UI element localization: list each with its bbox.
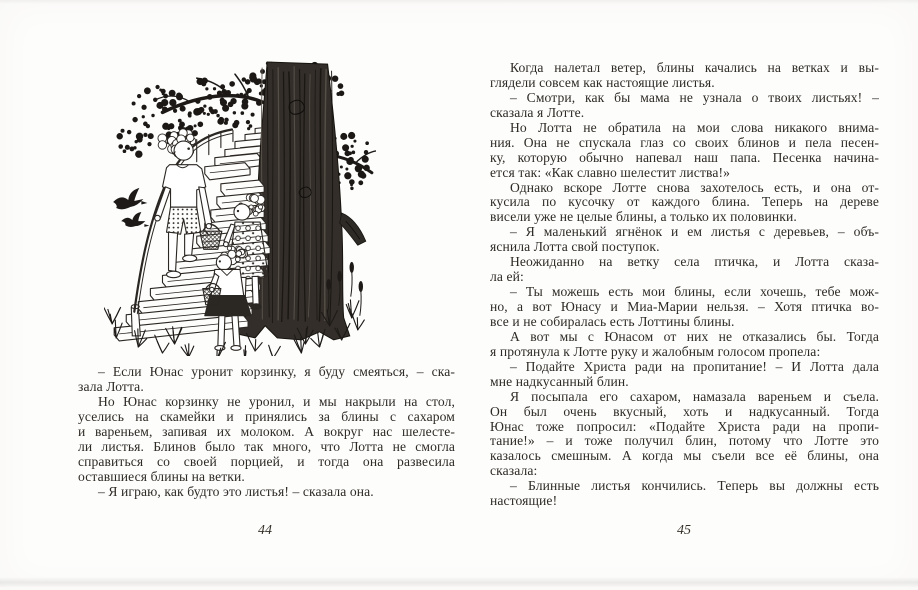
page-bottom-shadow xyxy=(0,577,918,587)
text-line: Когда налетал ветер, блины качались на ветках и вы- xyxy=(510,60,879,75)
text-line: зала Лотта. xyxy=(78,378,144,394)
text-line: ла ей: xyxy=(490,269,524,285)
text-line: глядели совсем как настоящие листья. xyxy=(490,74,715,90)
text-line: ку, которую обычно напевал наш папа. Песенка начина- xyxy=(490,149,879,165)
text-line: – Я маленький ягнёнок и ем листья с деревьев, – объ- xyxy=(510,224,879,240)
illustration-children-climbing-tree-staircase xyxy=(104,54,376,356)
text-line: Но Лотта не обратила на мои слова никакого внима- xyxy=(510,119,879,135)
text-line: все и не собиралась есть Лоттины блины. xyxy=(490,313,735,329)
text-line: – Смотри, как бы мама не узнала о твоих листьях! – xyxy=(510,89,879,105)
text-line: – Подайте Христа ради на пропитание! – И Лотта дала xyxy=(510,358,879,374)
two-birds xyxy=(113,188,149,227)
text-line: ется так: «Как славно шелестит листва!» xyxy=(490,164,730,180)
right-page-number: 45 xyxy=(677,523,691,538)
left-page-number: 44 xyxy=(258,523,272,538)
text-line: Он был очень вкусный, хоть и надкусанный. Тогда xyxy=(490,403,879,419)
text-line: я протянула к Лотте руку и жалобным голосом пропела: xyxy=(490,343,821,359)
text-line: но, а вот Юнасу и Миа-Марии нельзя. – Хотя птичка во- xyxy=(490,299,879,314)
text-line: кусила по кусочку от каждого блина. Теперь на дереве xyxy=(490,194,879,210)
text-line: Юнас тоже попросил: «Подайте Христа ради на пропи- xyxy=(490,418,879,434)
text-line: – Я играю, как будто это листья! – сказала она. xyxy=(98,483,374,499)
text-line: А вот мы с Юнасом от них не отказались бы. Тогда xyxy=(510,328,879,344)
text-line: тание!» – и тоже получил блин, потому что Лотте это xyxy=(490,433,879,449)
text-line: – Блинные листья кончились. Теперь вы должны есть xyxy=(510,478,879,494)
text-line: висели уже не целые блины, а только их половинки. xyxy=(490,209,797,225)
text-line: Я посыпала его сахаром, намазала вареньем и съела. xyxy=(510,388,879,404)
bird-icon xyxy=(121,212,145,227)
text-line: сказала: xyxy=(490,463,538,479)
text-line: Неожиданно на ветку села птичка, и Лотта сказа- xyxy=(510,254,879,270)
text-line: Но Юнас корзинку не уронил, и мы накрыли на стол, xyxy=(98,393,455,409)
text-line: – Ты можешь есть мои блины, если хочешь, тебе мож- xyxy=(510,284,879,300)
text-line: настоящие! xyxy=(490,493,558,509)
basket xyxy=(200,231,222,249)
text-line: ли листья. Блинов было так много, что Лотта не смогла xyxy=(78,438,455,454)
text-line: Однако вскоре Лотте снова захотелось есть, и она от- xyxy=(510,179,879,195)
text-line: оставшиеся блины на ветки. xyxy=(78,468,245,484)
text-line: яснила Лотта свой поступок. xyxy=(490,239,660,255)
left-page-text xyxy=(78,365,455,499)
text-line: мне надкусанный блин. xyxy=(490,373,629,389)
text-line: уселись на скамейки и принялись за блины с сахаром xyxy=(78,408,455,424)
text-line: – Если Юнас уронит корзинку, я буду смеяться, – ска- xyxy=(98,364,455,379)
text-line: казалось смешным. А когда мы съели все её блины, она xyxy=(490,448,879,464)
text-line: сказала я Лотте. xyxy=(490,104,585,120)
page-top-shadow xyxy=(0,0,918,4)
bird-icon xyxy=(113,188,143,209)
right-page-text xyxy=(490,61,879,509)
text-line: справиться со своей порцией, и тогда она развесила xyxy=(78,453,455,469)
text-line: ния. Она не спускала глаз со своих блинов и пела песен- xyxy=(490,134,879,150)
text-line: и вареньем, запивая их молоком. А вокруг нас шелесте- xyxy=(78,423,455,439)
